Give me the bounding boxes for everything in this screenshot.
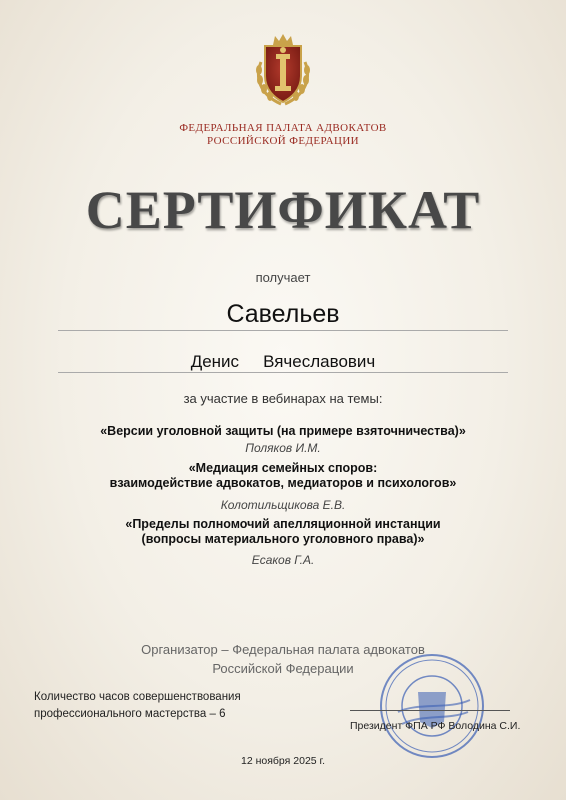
webinar-topic-2-line1: «Медиация семейных споров: <box>188 461 378 475</box>
webinar-topic-3 <box>0 517 566 547</box>
webinar-speaker-1: Поляков И.М. <box>245 441 321 455</box>
fpa-emblem-icon <box>251 32 315 112</box>
organizer-line1: Организатор – Федеральная палата адвокатов <box>141 642 425 657</box>
webinar-speaker-2: Колотильщикова Е.В. <box>220 498 346 512</box>
webinar-topic-3-line1: «Пределы полномочий апелляционной инстанции <box>125 517 441 531</box>
name-underline <box>58 372 508 373</box>
recipient-patronymic: Вячеславович <box>263 352 376 371</box>
surname-underline <box>58 330 508 331</box>
webinar-topic-1 <box>0 424 566 439</box>
seal-stamp-icon <box>378 652 486 760</box>
participation-text: за участие в вебинарах на темы: <box>183 391 383 406</box>
hours-line1: Количество часов совершенствования <box>34 691 241 703</box>
president-signature: Президент ФПА РФ Володина С.И. <box>350 720 521 732</box>
organization-title-line1: ФЕДЕРАЛЬНАЯ ПАЛАТА АДВОКАТОВ <box>179 122 387 134</box>
webinar-topic-1-line1: «Версии уголовной защиты (на примере взяточничества)» <box>100 424 466 438</box>
recipient-surname: Савельев <box>226 300 340 328</box>
receives-label: получает <box>255 270 311 285</box>
certificate-date: 12 ноября 2025 г. <box>241 755 325 767</box>
hours-text <box>34 689 241 723</box>
hours-line2: профессионального мастерства – 6 <box>34 708 226 720</box>
certificate-title: СЕРТИФИКАТ <box>85 180 481 240</box>
webinar-topic-3-line2: (вопросы материального уголовного права)» <box>141 532 425 546</box>
webinar-topic-2 <box>0 461 566 491</box>
webinar-topic-2-line2: взаимодействие адвокатов, медиаторов и психологов» <box>109 476 457 490</box>
organization-title <box>0 122 566 148</box>
recipient-name <box>0 352 566 372</box>
organizer-line2: Российской Федерации <box>212 661 354 676</box>
organization-title-line2: РОССИЙСКОЙ ФЕДЕРАЦИИ <box>206 135 360 147</box>
signature-line <box>350 710 510 711</box>
recipient-first-name: Денис <box>190 352 240 371</box>
webinar-speaker-3: Есаков Г.А. <box>251 553 315 567</box>
